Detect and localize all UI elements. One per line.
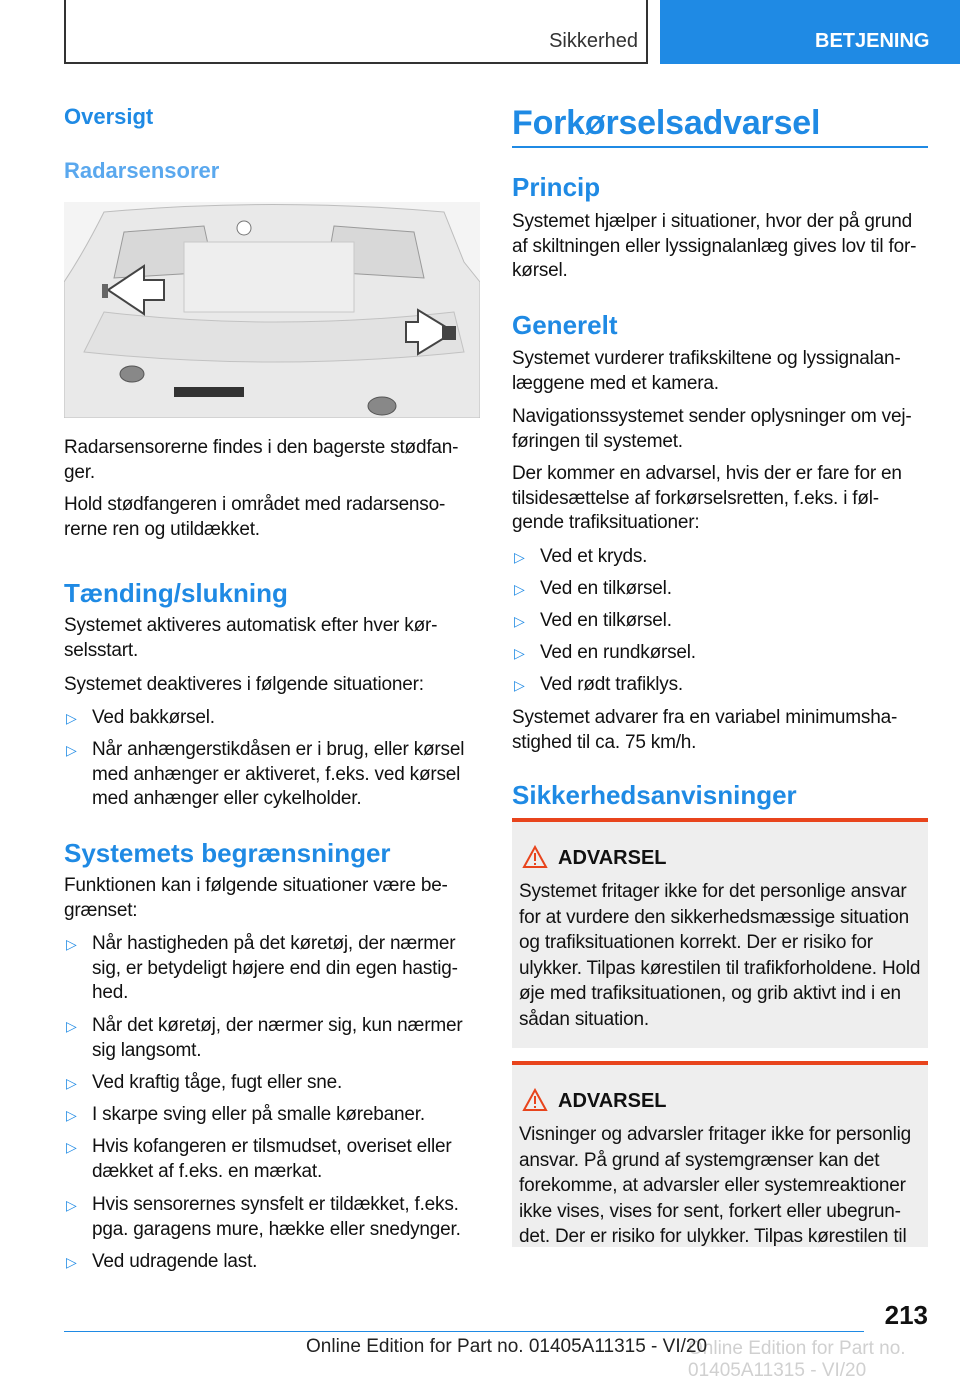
car-rear-image (64, 202, 480, 418)
list-item: ▷ Ved et kryds. (512, 545, 928, 570)
warning-box-2 (512, 1061, 928, 1247)
paragraph-taending-2: Systemet deaktiveres i følgende situationer: (64, 674, 424, 695)
heading-rule (512, 146, 928, 148)
warning-title: ADVARSEL (558, 847, 667, 869)
heading-begraensninger: Systemets begrænsninger (64, 838, 391, 868)
warning-icon (522, 845, 548, 869)
warning-text: Visninger og advarsler fritager ikke for personlig ansvar. På grund af systemgrænser kan det forekomme, at advarsler eller systemreaktioner ikke vises, vises for sent, forkert eller ubegrun-det. Der er risiko for ulykker. Tilpas kørestilen til (519, 1124, 912, 1247)
list-item: ▷ Når det køretøj, der nærmer sig, kun nærmer sig langsomt. (64, 1014, 480, 1063)
paragraph-begraensninger: Funktionen kan i følgende situationer være be-grænset: (64, 875, 448, 921)
warning-icon (522, 1088, 548, 1112)
warning-text: Systemet fritager ikke for det personlige ansvar for at vurdere den sikkerhedsmæssige situation og trafiksituationen korrekt. Der er risiko for ulykker. Tilpas kørestilen til trafikforholdene. Hold øje med trafiksituationen, og grib aktivt ind i en sådan situation. (519, 881, 921, 1030)
list-item: ▷ Ved udragende last. (64, 1250, 480, 1275)
paragraph-generelt-3: Der kommer en advarsel, hvis der er fare for en tilsidesættelse af forkørselsretten, f.eks. i føl-gende trafiksituationer: (512, 463, 902, 533)
paragraph-generelt-2: Navigationssystemet sender oplysninger om vej-føringen til systemet. (512, 406, 912, 452)
paragraph-generelt-1: Systemet vurderer trafikskiltene og lyssignalan-læggene med et kamera. (512, 348, 901, 394)
list-item: ▷ Ved rødt trafiklys. (512, 673, 928, 698)
list-item: ▷ Når anhængerstikdåsen er i brug, eller kørsel med anhænger er aktiveret, f.eks. ved kørsel med anhænger eller cykelholder. (64, 738, 480, 812)
warning-box-1 (512, 818, 928, 1048)
heading-generelt: Generelt (512, 310, 618, 340)
list-item: ▷ Hvis kofangeren er tilsmudset, overiset eller dækket af f.eks. en mærkat. (64, 1135, 480, 1184)
heading-sikkerhed: Sikkerhedsanvisninger (512, 780, 797, 810)
paragraph-princip: Systemet hjælper i situationer, hvor der på grund af skiltningen eller lyssignalanlæg gives lov til for-kørsel. (512, 211, 917, 281)
header-section: Sikkerhed (549, 30, 638, 52)
paragraph-taending-1: Systemet aktiveres automatisk efter hver kør-selsstart. (64, 615, 438, 661)
rear-bumper-illustration (64, 202, 480, 418)
heading-radarsensorer: Radarsensorer (64, 158, 220, 183)
paragraph-radar-1: Radarsensorerne findes i den bagerste stødfan-ger. (64, 437, 459, 483)
list-item: ▷ Når hastigheden på det køretøj, der nærmer sig, er betydeligt højere end din egen hastig-hed. (64, 932, 480, 1006)
page-number: 213 (884, 1300, 928, 1330)
footer-rule (64, 1331, 864, 1332)
list-item: ▷ Ved en rundkørsel. (512, 641, 928, 666)
footer-edition: Online Edition for Part no. 01405A11315 - VI/20 (306, 1336, 708, 1357)
paragraph-radar-2: Hold stødfangeren i området med radarsenso-rerne ren og utildækket. (64, 494, 446, 540)
heading-oversigt: Oversigt (64, 104, 154, 129)
header-chapter: BETJENING (660, 0, 960, 64)
list-item: ▷ Ved en tilkørsel. (512, 609, 928, 634)
warning-title: ADVARSEL (558, 1090, 667, 1112)
paragraph-generelt-4: Systemet advarer fra en variabel minimumsha-stighed til ca. 75 km/h. (512, 707, 898, 753)
list-item: ▷ Ved en tilkørsel. (512, 577, 928, 602)
heading-taending: Tænding/slukning (64, 578, 288, 608)
list-item: ▷ Ved kraftig tåge, fugt eller sne. (64, 1071, 480, 1096)
footer-watermark: Online Edition for Part no. 01405A11315 - VI/20 (688, 1338, 906, 1381)
heading-princip: Princip (512, 172, 601, 202)
list-item: ▷ Ved bakkørsel. (64, 706, 480, 731)
heading-forkoersel: Forkørselsadvarsel (512, 104, 821, 142)
list-item: ▷ I skarpe sving eller på smalle kørebaner. (64, 1103, 480, 1128)
list-item: ▷ Hvis sensorernes synsfelt er tildækket, f.eks. pga. garagens mure, hække eller snedynger. (64, 1193, 480, 1242)
